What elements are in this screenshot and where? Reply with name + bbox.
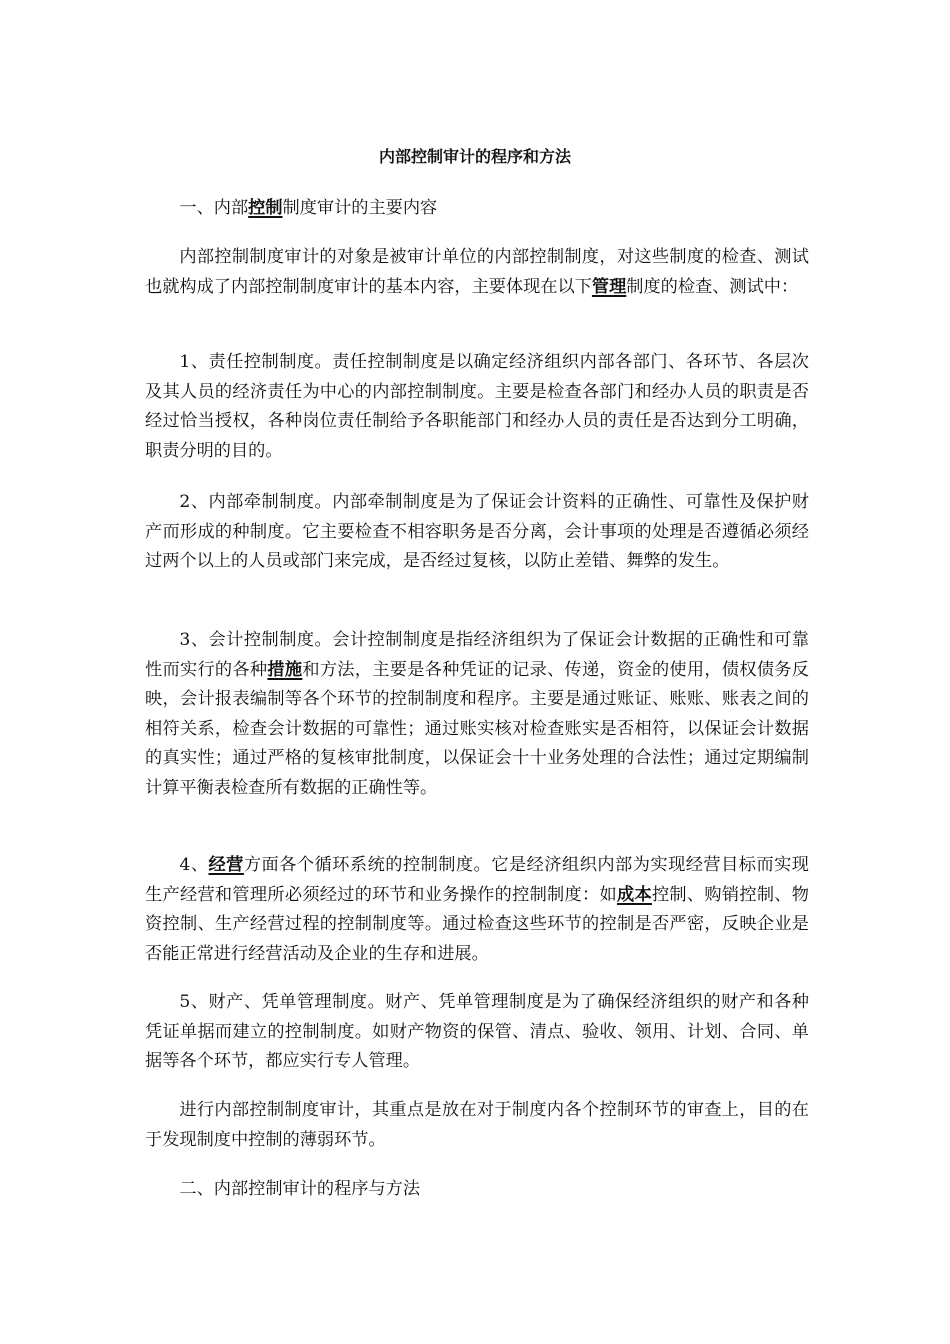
- item-4-text-middle: 方面各个循环系统的控制制度。它是经济组织内部为实现经营目标而实现生产经营和管理所必须经过的环节和业务操作的控制制度：如: [145, 855, 809, 905]
- heading-1-prefix: 一、内部: [179, 198, 249, 218]
- item-4-text-end: 控制、购销控制、物资控制、生产经营过程的控制制度等。通过检查这些环节的控制是否严密，反映企业是否能正常进行经营活动及企业的生存和进展。: [145, 884, 809, 964]
- keyword-link-management[interactable]: 管理: [591, 276, 627, 297]
- section-heading-1: [145, 194, 809, 224]
- keyword-link-operation[interactable]: 经营: [208, 855, 244, 875]
- document-title: 内部控制审计的程序和方法: [378, 147, 571, 166]
- section-heading-2: 二、内部控制审计的程序与方法: [179, 1179, 421, 1199]
- keyword-link-measures[interactable]: 措施: [267, 659, 303, 680]
- item-4-number: 4、: [179, 855, 209, 875]
- item-2-internal-check: 2、内部牵制制度。内部牵制制度是为了保证会计资料的正确性、可靠性及保护财产而形成的种制度。它主要检查不相容职务是否分离，会计事项的处理是否遵循必须经过两个以上的人员或部门来完成，是否经过复核，以防止差错、舞弊的发生。: [145, 492, 809, 571]
- intro-text-start: 内部控制制度审计的对象是被审计单位的内部控制制度，对这些制度的检查、测试也就构成了内部控制制度审计的基本内容，主要体现在以下: [145, 247, 809, 297]
- keyword-link-cost[interactable]: 成本: [616, 884, 652, 905]
- summary-paragraph: 进行内部控制制度审计，其重点是放在对于制度内各个控制环节的审查上，目的在于发现制度中控制的薄弱环节。: [145, 1100, 809, 1150]
- item-4-operation-cycle-control: [145, 851, 809, 969]
- keyword-link-control[interactable]: 控制: [248, 198, 283, 218]
- intro-text-end: 制度的检查、测试中：: [626, 276, 799, 297]
- item-3-text-end: 和方法，主要是各种凭证的记录、传递，资金的使用，债权债务反映，会计报表编制等各个环节的控制制度和程序。主要是通过账证、账账、账表之间的相符关系，检查会计数据的可靠性；通过账实核对检查账实是否相符，以保证会计数据的真实性；通过严格的复核审批制度，以保证会十十业务处理的合法性；通过定期编制计算平衡表检查所有数据的正确性等。: [145, 659, 809, 798]
- heading-1-suffix: 制度审计的主要内容: [282, 198, 438, 218]
- item-5-property-voucher-management: 5、财产、凭单管理制度。财产、凭单管理制度是为了确保经济组织的财产和各种凭证单据而建立的控制制度。如财产物资的保管、清点、验收、领用、计划、合同、单据等各个环节，都应实行专人管理。: [145, 992, 809, 1071]
- item-1-responsibility-control: 1、责任控制制度。责任控制制度是以确定经济组织内部各部门、各环节、各层次及其人员的经济责任为中心的内部控制制度。主要是检查各部门和经办人员的职责是否经过恰当授权，各种岗位责任制给予各职能部门和经办人员的责任是否达到分工明确，职责分明的目的。: [145, 352, 809, 461]
- intro-paragraph: [145, 243, 809, 302]
- item-3-accounting-control: [145, 626, 809, 803]
- item-3-text-start: 3、会计控制制度。会计控制制度是指经济组织为了保证会计数据的正确性和可靠性而实行的各种: [145, 630, 809, 680]
